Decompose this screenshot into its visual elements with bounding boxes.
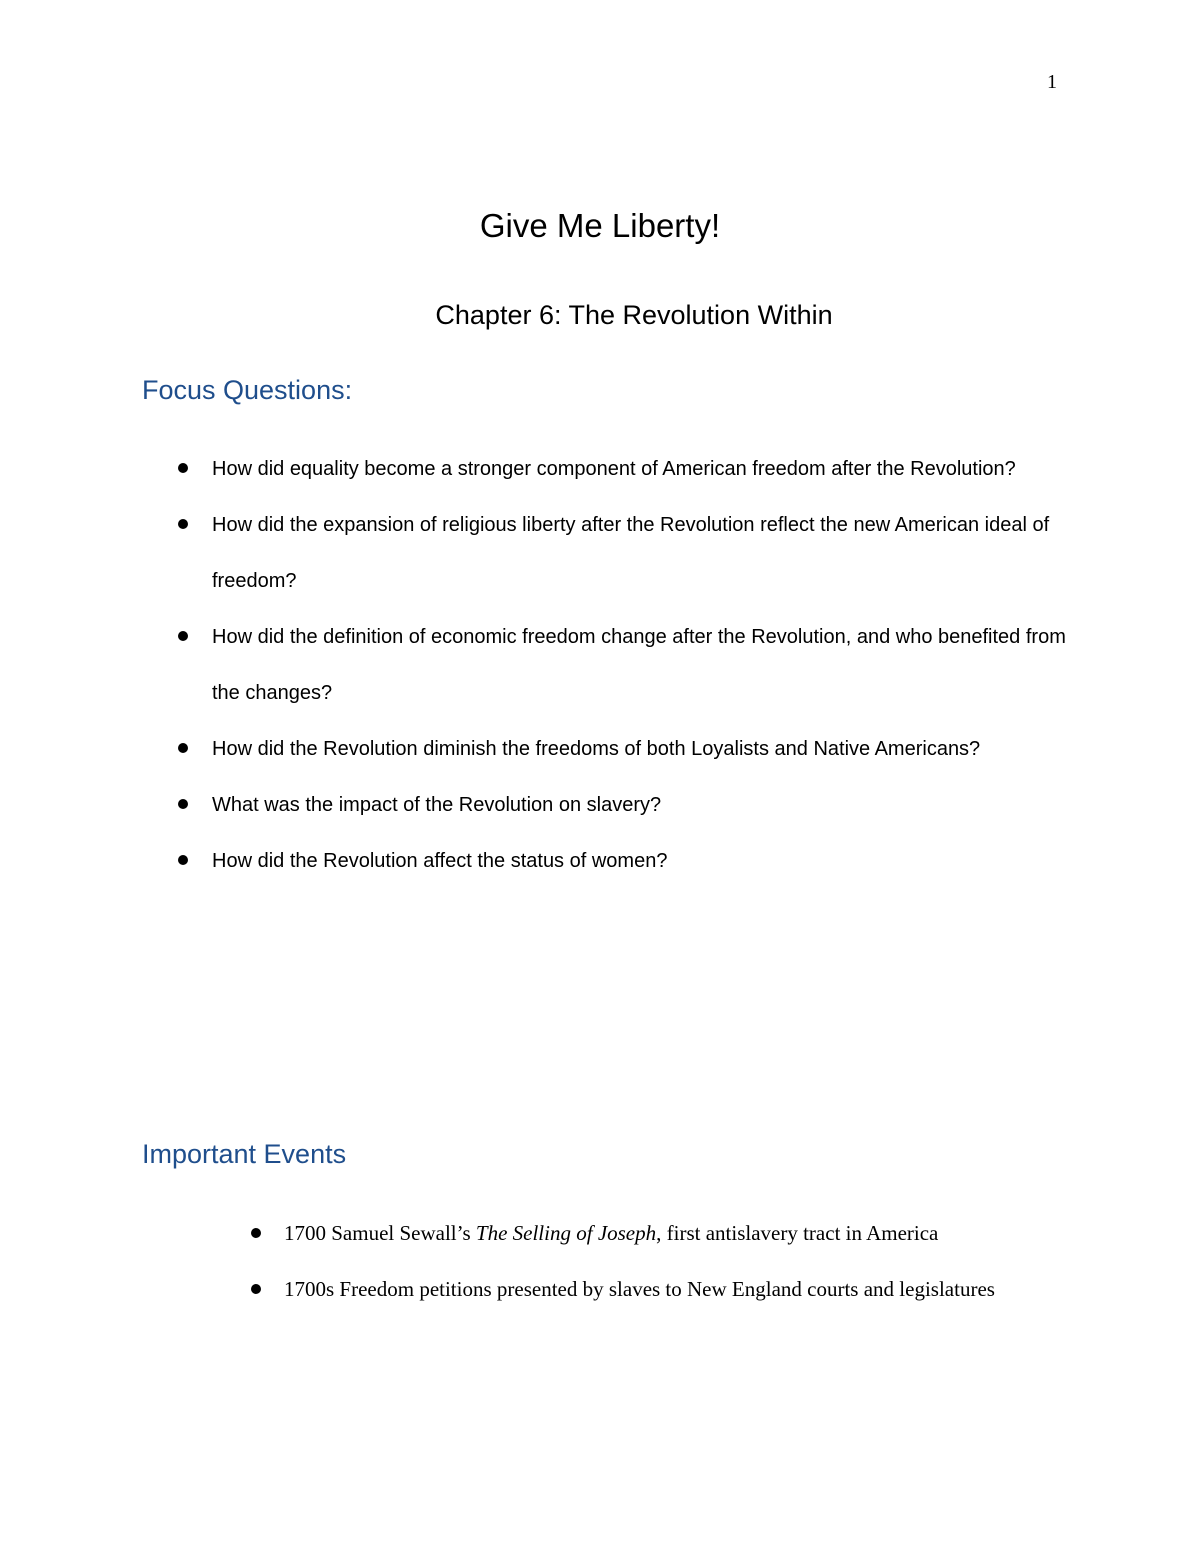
- focus-questions-heading: Focus Questions:: [142, 375, 353, 405]
- bullet-icon: [178, 855, 188, 865]
- list-item-text: How did the definition of economic freedom change after the Revolution, and who benefited from the changes?: [212, 626, 1066, 704]
- event-text-prefix: 1700 Samuel Sewall’s: [284, 1221, 476, 1245]
- event-book-title: The Selling of Joseph: [475, 1221, 657, 1245]
- list-item: [175, 777, 1075, 833]
- list-item: [247, 1205, 1047, 1261]
- important-events-list: [247, 1205, 1047, 1317]
- list-item-text: How did the Revolution diminish the freedoms of both Loyalists and Native Americans?: [212, 738, 981, 760]
- bullet-icon: [178, 799, 188, 809]
- bullet-icon: [178, 519, 188, 529]
- list-item-text: How did the Revolution affect the status of women?: [212, 850, 668, 872]
- bullet-icon: [178, 631, 188, 641]
- list-item: [175, 441, 1075, 497]
- list-item-text: What was the impact of the Revolution on slavery?: [212, 794, 662, 816]
- bullet-icon: [178, 463, 188, 473]
- list-item-text: How did equality become a stronger component of American freedom after the Revolution?: [212, 458, 1016, 480]
- bullet-icon: [251, 1284, 261, 1294]
- list-item: [247, 1261, 1047, 1317]
- bullet-icon: [251, 1228, 261, 1238]
- event-text-prefix: 1700s Freedom petitions presented by slaves to New England courts and legislatures: [284, 1277, 995, 1301]
- important-events-heading: Important Events: [142, 1139, 347, 1169]
- page-number: 1: [1047, 71, 1057, 93]
- list-item: [175, 497, 1075, 609]
- event-text-suffix: , first antislavery tract in America: [656, 1221, 939, 1245]
- focus-questions-list: [175, 441, 1075, 889]
- list-item: [175, 609, 1075, 721]
- chapter-title: Chapter 6: The Revolution Within: [435, 300, 833, 330]
- bullet-icon: [178, 743, 188, 753]
- document-title: Give Me Liberty!: [479, 207, 721, 244]
- list-item: [175, 721, 1075, 777]
- list-item-text: How did the expansion of religious liberty after the Revolution reflect the new American ideal of freedom?: [212, 514, 1050, 592]
- list-item: [175, 833, 1075, 889]
